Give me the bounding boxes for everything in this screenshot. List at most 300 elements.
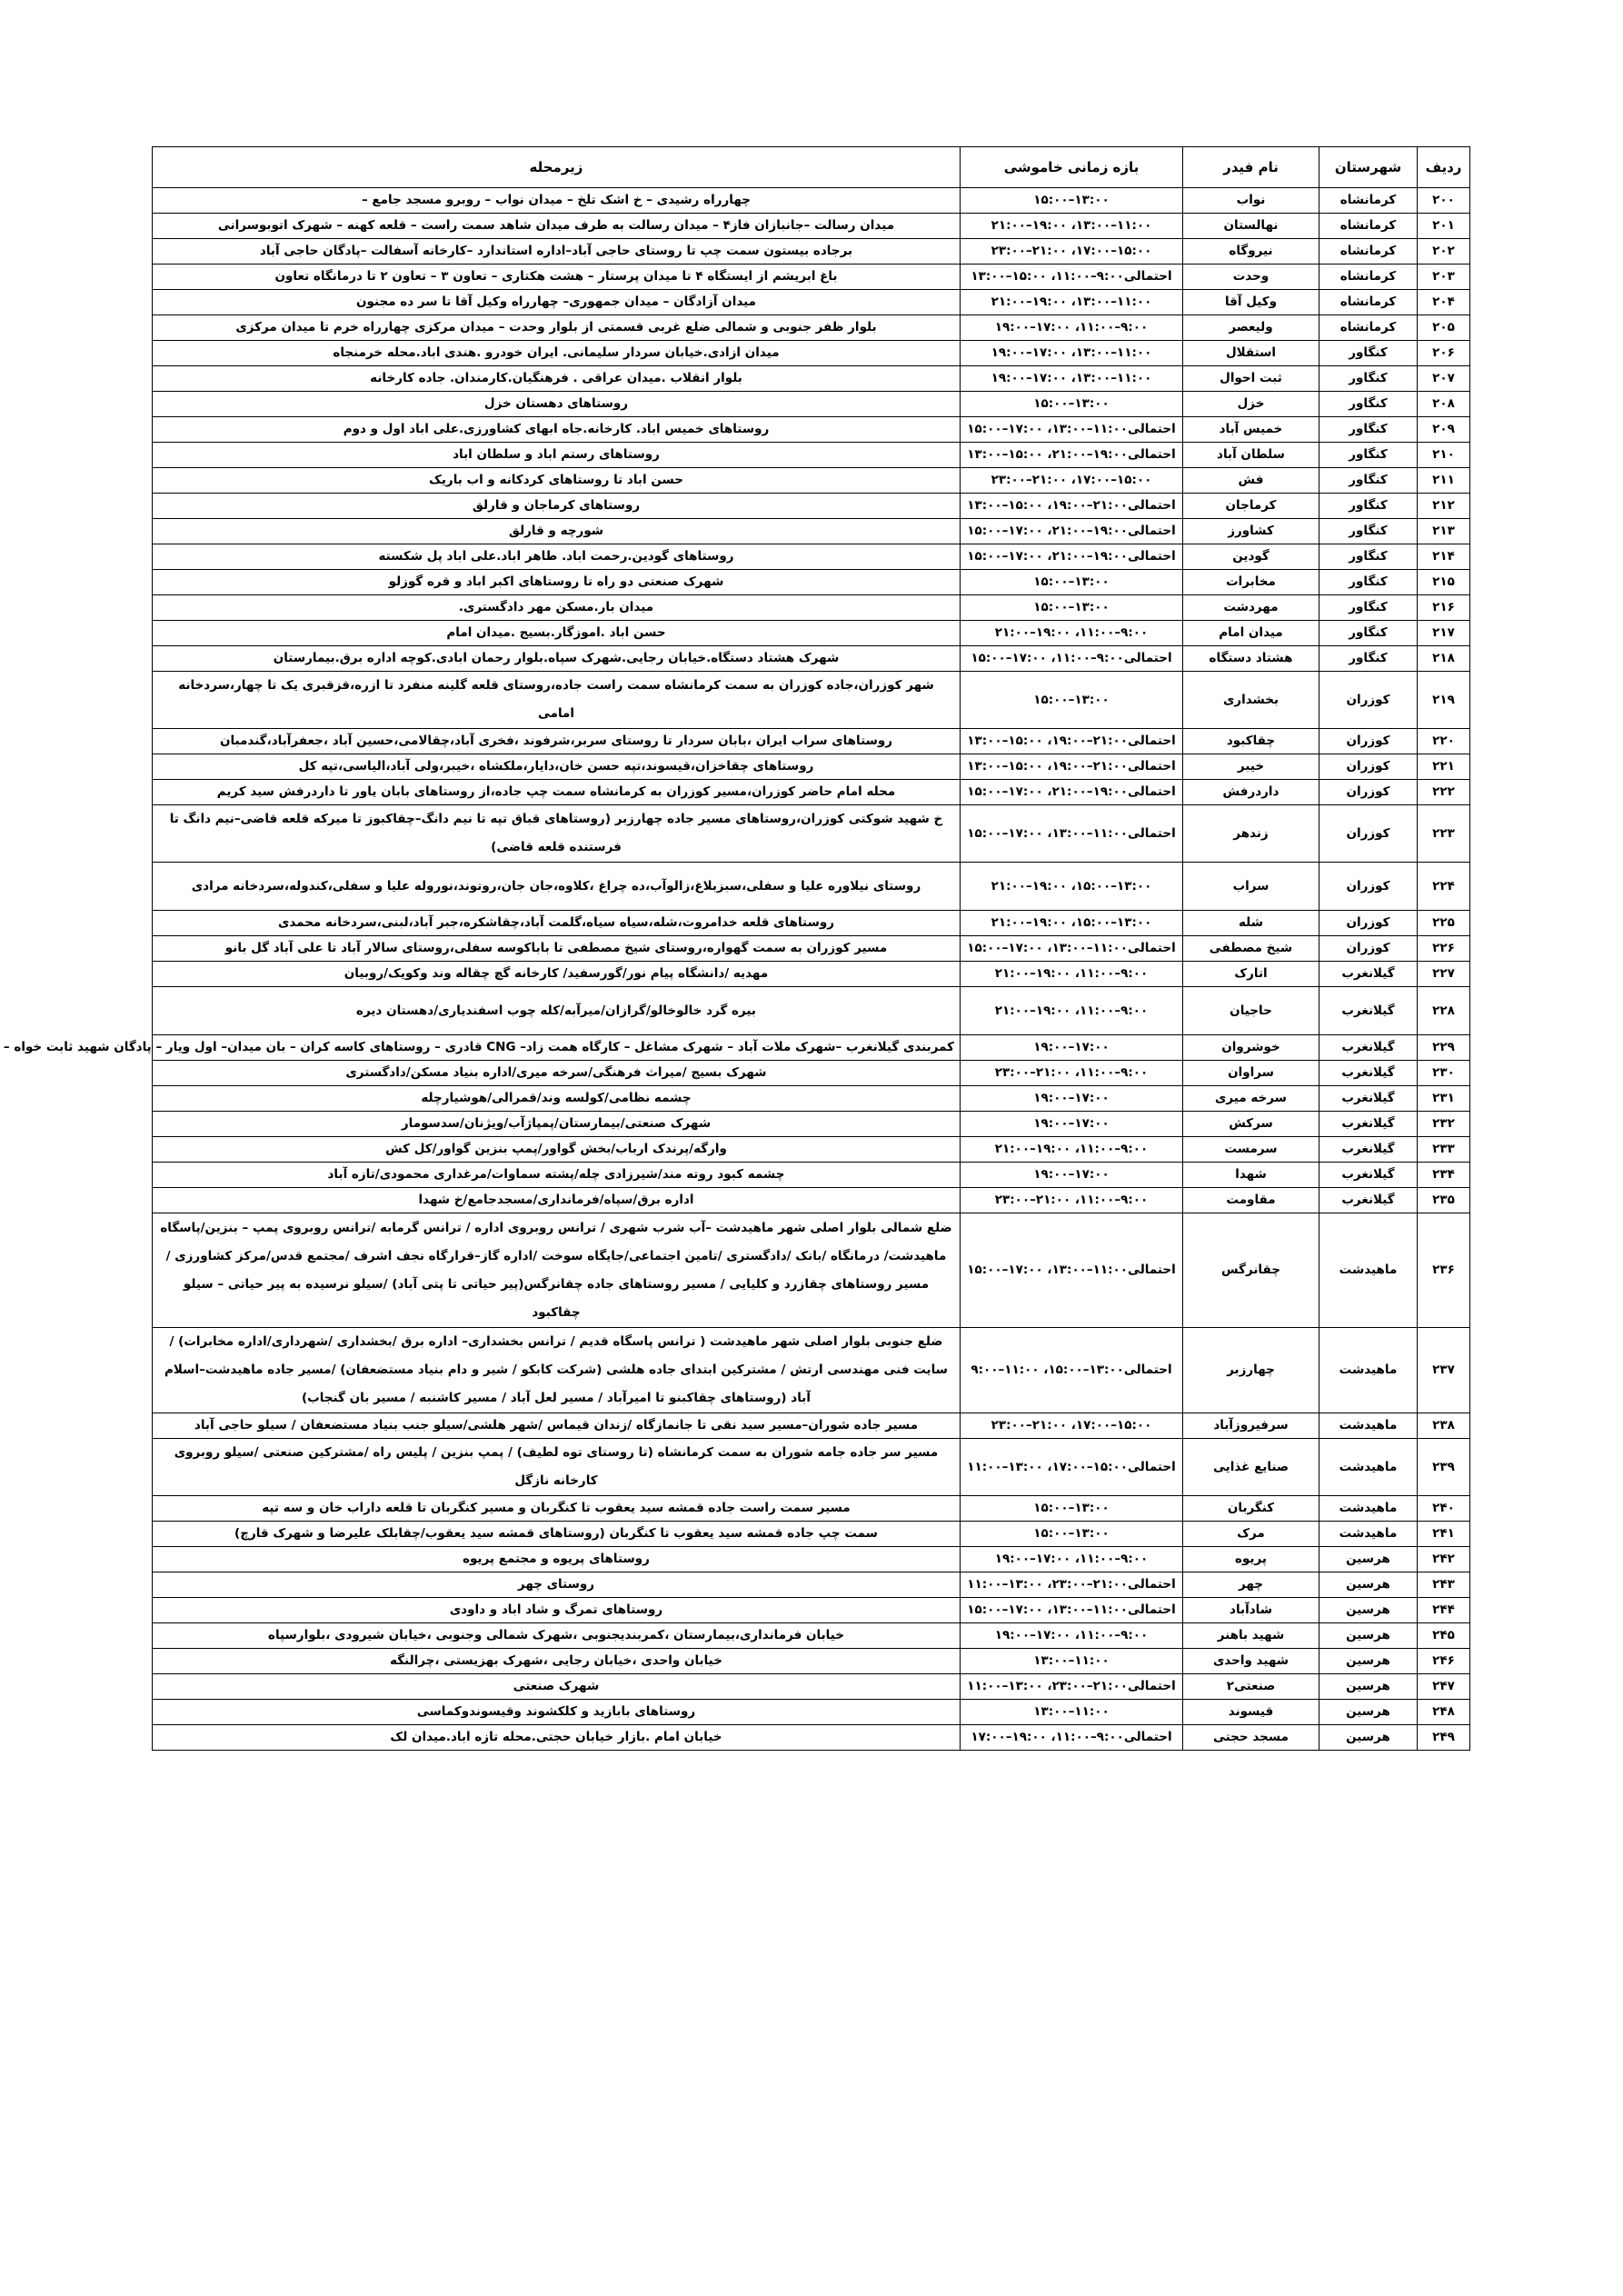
cell-feeder: بخشداری	[1183, 672, 1319, 729]
table-row	[153, 570, 1470, 595]
cell-outage-window: احتمالی۱۱:۰۰–۱۳:۰۰، ۱۷:۰۰–۱۵:۰۰	[961, 936, 1183, 962]
cell-row-number: ۲۳۳	[1418, 1137, 1470, 1163]
cell-area: شهرک هشتاد دستگاه.خیابان رجایی.شهرک سپاه.بلوار رحمان ابادی.کوچه اداره برق.بیمارستان	[153, 646, 961, 672]
table-row	[153, 1496, 1470, 1522]
cell-outage-window: احتمالی۱۱:۰۰–۱۳:۰۰، ۱۷:۰۰–۱۵:۰۰	[961, 805, 1183, 863]
cell-feeder: خزل	[1183, 392, 1319, 417]
outage-table	[3, 146, 1470, 1751]
cell-row-number: ۲۳۱	[1418, 1086, 1470, 1112]
cell-area: روستاهای بابازید و کلکشوند وقیسوندوکماسی	[153, 1700, 961, 1725]
cell-area: روستاهای پریوه و مجتمع پریوه	[153, 1547, 961, 1572]
cell-outage-window: ۹:۰۰–۱۱:۰۰، ۱۹:۰۰–۲۱:۰۰	[961, 962, 1183, 987]
cell-outage-window: ۱۳:۰۰–۱۵:۰۰	[961, 188, 1183, 214]
cell-area: میدان آزادگان – میدان جمهوری– چهارراه وکیل آقا تا سر ده مجنون	[153, 290, 961, 315]
cell-city: گیلانغرب	[1319, 1188, 1418, 1213]
cell-outage-window: احتمالی۹:۰۰–۱۱:۰۰، ۱۹:۰۰–۱۷:۰۰	[961, 1725, 1183, 1751]
cell-city: کوزران	[1319, 672, 1418, 729]
table-row	[153, 646, 1470, 672]
cell-city: کوزران	[1319, 936, 1418, 962]
cell-row-number: ۲۳۵	[1418, 1188, 1470, 1213]
cell-outage-window: احتمالی۱۵:۰۰–۱۷:۰۰، ۱۳:۰۰–۱۱:۰۰	[961, 1439, 1183, 1496]
cell-row-number: ۲۱۱	[1418, 468, 1470, 494]
cell-row-number: ۲۱۲	[1418, 494, 1470, 519]
cell-feeder: ولیعصر	[1183, 315, 1319, 341]
cell-city: کنگاور	[1319, 544, 1418, 570]
cell-feeder: سرخه میری	[1183, 1086, 1319, 1112]
cell-outage-window: ۱۳:۰۰–۱۵:۰۰	[961, 1496, 1183, 1522]
cell-row-number: ۲۰۵	[1418, 315, 1470, 341]
cell-row-number: ۲۲۳	[1418, 805, 1470, 863]
cell-row-number: ۲۰۳	[1418, 265, 1470, 290]
cell-city: کرمانشاه	[1319, 290, 1418, 315]
cell-feeder: شهید واحدی	[1183, 1649, 1319, 1674]
cell-row-number: ۲۳۷	[1418, 1328, 1470, 1413]
cell-row-number: ۲۲۴	[1418, 863, 1470, 911]
header-area: زیرمحله	[153, 147, 961, 188]
cell-row-number: ۲۴۱	[1418, 1522, 1470, 1547]
cell-row-number: ۲۰۰	[1418, 188, 1470, 214]
cell-outage-window: احتمالی۲۱:۰۰–۲۳:۰۰، ۱۳:۰۰–۱۱:۰۰	[961, 1572, 1183, 1598]
cell-outage-window: ۱۳:۰۰–۱۵:۰۰	[961, 672, 1183, 729]
cell-feeder: سرمست	[1183, 1137, 1319, 1163]
cell-feeder: پریوه	[1183, 1547, 1319, 1572]
cell-feeder: شهید باهنر	[1183, 1623, 1319, 1649]
cell-row-number: ۲۰۷	[1418, 366, 1470, 392]
table-header	[153, 147, 1470, 188]
cell-city: کرمانشاه	[1319, 239, 1418, 265]
cell-row-number: ۲۳۶	[1418, 1213, 1470, 1328]
cell-area: باغ ابریشم از ایستگاه ۴ تا میدان پرستار – هشت هکتاری – تعاون ۳ – تعاون ۲ تا درمانگاه تعاون	[153, 265, 961, 290]
cell-outage-window: ۹:۰۰–۱۱:۰۰، ۱۷:۰۰–۱۹:۰۰	[961, 1547, 1183, 1572]
cell-feeder: سرکش	[1183, 1112, 1319, 1137]
cell-city: هرسین	[1319, 1674, 1418, 1700]
cell-outage-window: ۱۳:۰۰–۱۵:۰۰، ۱۹:۰۰–۲۱:۰۰	[961, 863, 1183, 911]
table-row	[153, 1649, 1470, 1674]
table-row	[153, 1413, 1470, 1439]
cell-area: شهر کوزران،جاده کوزران به سمت کرمانشاه سمت راست جاده،روستای قلعه گلینه منفرد تا ازره،قزقبری یک تا چهار،سردخانه امامی	[153, 672, 961, 729]
cell-feeder: مسجد حجتی	[1183, 1725, 1319, 1751]
cell-feeder: چهارزبر	[1183, 1328, 1319, 1413]
cell-feeder: داردرفش	[1183, 780, 1319, 805]
cell-city: کوزران	[1319, 911, 1418, 936]
cell-area: حسن اباد تا روستاهای کردکانه و اب باریک	[153, 468, 961, 494]
cell-outage-window: احتمالی۱۱:۰۰–۱۳:۰۰، ۱۷:۰۰–۱۵:۰۰	[961, 417, 1183, 443]
cell-feeder: سراوان	[1183, 1061, 1319, 1086]
cell-outage-window: احتمالی۱۹:۰۰–۲۱:۰۰، ۱۷:۰۰–۱۵:۰۰	[961, 780, 1183, 805]
cell-city: گیلانغرب	[1319, 1035, 1418, 1061]
cell-area: روستاهای رستم اباد و سلطان اباد	[153, 443, 961, 468]
cell-feeder: خوشروان	[1183, 1035, 1319, 1061]
cell-area: روستای چهر	[153, 1572, 961, 1598]
table-row	[153, 315, 1470, 341]
table-row	[153, 936, 1470, 962]
cell-feeder: فش	[1183, 468, 1319, 494]
cell-feeder: اتارک	[1183, 962, 1319, 987]
cell-city: کنگاور	[1319, 570, 1418, 595]
cell-feeder: نهالستان	[1183, 214, 1319, 239]
cell-outage-window: ۱۵:۰۰–۱۷:۰۰، ۲۱:۰۰–۲۳:۰۰	[961, 239, 1183, 265]
cell-outage-window: ۹:۰۰–۱۱:۰۰، ۲۱:۰۰–۲۳:۰۰	[961, 1061, 1183, 1086]
cell-row-number: ۲۴۲	[1418, 1547, 1470, 1572]
cell-feeder: صنایع غذایی	[1183, 1439, 1319, 1496]
cell-outage-window: ۱۱:۰۰–۱۳:۰۰، ۱۷:۰۰–۱۹:۰۰	[961, 341, 1183, 366]
cell-city: کوزران	[1319, 729, 1418, 754]
cell-outage-window: احتمالی۱۳:۰۰–۱۵:۰۰، ۱۱:۰۰–۹:۰۰	[961, 1328, 1183, 1413]
cell-outage-window: ۱۱:۰۰–۱۳:۰۰، ۱۷:۰۰–۱۹:۰۰	[961, 366, 1183, 392]
cell-city: کنگاور	[1319, 646, 1418, 672]
table-row	[153, 621, 1470, 646]
cell-outage-window: ۱۳:۰۰–۱۵:۰۰	[961, 570, 1183, 595]
cell-feeder: شله	[1183, 911, 1319, 936]
cell-row-number: ۲۴۰	[1418, 1496, 1470, 1522]
table-row	[153, 214, 1470, 239]
table-row	[153, 1112, 1470, 1137]
cell-row-number: ۲۳۸	[1418, 1413, 1470, 1439]
cell-area: وارگه/پرندک ارباب/بخش گواور/پمپ بنزین گواور/کل کش	[153, 1137, 961, 1163]
table-row	[153, 290, 1470, 315]
cell-row-number: ۲۱۹	[1418, 672, 1470, 729]
cell-feeder: گودین	[1183, 544, 1319, 570]
table-row	[153, 595, 1470, 621]
table-row	[153, 1188, 1470, 1213]
table-row	[153, 392, 1470, 417]
cell-area: مهدیه /دانشگاه پیام نور/گورسفید/ کارخانه گچ چقاله وند وکویک/روبیان	[153, 962, 961, 987]
table-row	[153, 1674, 1470, 1700]
cell-area: کمربندی گیلانغرب –شهرک ملات آباد – شهرک مشاغل – کارگاه همت زاد– CNG قادری – روستاهای کاسه کران – بان میدان– اول ویار – پادگان شهید ثابت خواه –	[153, 1035, 961, 1061]
cell-row-number: ۲۱۷	[1418, 621, 1470, 646]
cell-outage-window: ۱۳:۰۰–۱۵:۰۰	[961, 1522, 1183, 1547]
cell-city: کنگاور	[1319, 392, 1418, 417]
table-row	[153, 1061, 1470, 1086]
cell-city: کنگاور	[1319, 417, 1418, 443]
cell-feeder: خمیس آباد	[1183, 417, 1319, 443]
cell-city: کرمانشاه	[1319, 315, 1418, 341]
cell-city: کرمانشاه	[1319, 214, 1418, 239]
cell-area: سمت چپ جاده قمشه سید یعقوب تا کنگربان (روستاهای قمشه سید یعقوب/چقابلک علیرضا و شهرک قارچ)	[153, 1522, 961, 1547]
cell-city: کنگاور	[1319, 366, 1418, 392]
table-row	[153, 1086, 1470, 1112]
cell-area: شهرک صنعتی	[153, 1674, 961, 1700]
cell-city: کوزران	[1319, 863, 1418, 911]
cell-outage-window: احتمالی۱۹:۰۰–۲۱:۰۰، ۱۷:۰۰–۱۵:۰۰	[961, 519, 1183, 544]
cell-city: ماهیدشت	[1319, 1522, 1418, 1547]
cell-feeder: نیروگاه	[1183, 239, 1319, 265]
cell-outage-window: احتمالی۲۱:۰۰–۱۹:۰۰، ۱۵:۰۰–۱۳:۰۰	[961, 754, 1183, 780]
cell-city: گیلانغرب	[1319, 1061, 1418, 1086]
cell-area: محله امام حاضر کوزران،مسیر کوزران به کرمانشاه سمت چپ جاده،از روستاهای بابان یاور تا داردرفش سید کریم	[153, 780, 961, 805]
table-row	[153, 494, 1470, 519]
table-row	[153, 1213, 1470, 1328]
cell-area: روستاهای قلعه خدامروت،شله،سیاه سیاه،گلمت آباد،چقاشکره،جبر آباد،لبنی،سردخانه محمدی	[153, 911, 961, 936]
cell-city: کنگاور	[1319, 519, 1418, 544]
cell-outage-window: احتمالی۲۱:۰۰–۱۹:۰۰، ۱۵:۰۰–۱۳:۰۰	[961, 729, 1183, 754]
cell-area: شهرک بسیج /میراث فرهنگی/سرخه میری/اداره بنیاد مسکن/دادگستری	[153, 1061, 961, 1086]
cell-area: روستای نیلاوره علیا و سفلی،سبزبلاغ،زالوآب،ده چراغ ،کلاوه،جان جان،روتوند،نوروله علیا و سفلی،کندوله،سردخانه مرادی	[153, 863, 961, 911]
cell-outage-window: ۹:۰۰–۱۱:۰۰، ۱۹:۰۰–۲۱:۰۰	[961, 1137, 1183, 1163]
header-feeder: نام فیدر	[1183, 147, 1319, 188]
cell-area: مسیر سر جاده جامه شوران به سمت کرمانشاه (تا روستای توه لطیف) / پمپ بنزین / پلیس راه /مشترکین صنعتی /سیلو روبروی کارخانه نازگل	[153, 1439, 961, 1496]
cell-feeder: هشتاد دستگاه	[1183, 646, 1319, 672]
cell-outage-window: ۱۱:۰۰–۱۳:۰۰، ۱۹:۰۰–۲۱:۰۰	[961, 214, 1183, 239]
cell-feeder: نواب	[1183, 188, 1319, 214]
cell-feeder: خیبر	[1183, 754, 1319, 780]
cell-feeder: وحدت	[1183, 265, 1319, 290]
cell-city: کرمانشاه	[1319, 265, 1418, 290]
cell-city: ماهیدشت	[1319, 1328, 1418, 1413]
cell-city: گیلانغرب	[1319, 962, 1418, 987]
cell-feeder: چقاکبود	[1183, 729, 1319, 754]
cell-row-number: ۲۳۴	[1418, 1163, 1470, 1188]
table-row	[153, 987, 1470, 1035]
cell-city: هرسین	[1319, 1623, 1418, 1649]
cell-city: گیلانغرب	[1319, 987, 1418, 1035]
cell-area: روستاهای گودین.رحمت اباد. طاهر اباد.علی اباد پل شکسته	[153, 544, 961, 570]
cell-feeder: مهردشت	[1183, 595, 1319, 621]
cell-outage-window: ۱۵:۰۰–۱۷:۰۰، ۲۱:۰۰–۲۳:۰۰	[961, 468, 1183, 494]
cell-row-number: ۲۴۳	[1418, 1572, 1470, 1598]
cell-area: مسیر کوزران به سمت گهواره،روستای شیخ مصطفی تا باباکوسه سفلی،روستای سالار آباد تا علی آباد گل بانو	[153, 936, 961, 962]
cell-outage-window: ۹:۰۰–۱۱:۰۰، ۱۹:۰۰–۲۱:۰۰	[961, 621, 1183, 646]
cell-feeder: سراب	[1183, 863, 1319, 911]
cell-area: میدان رسالت –جانبازان فاز۴ – میدان رسالت به طرف میدان شاهد سمت راست – قلعه کهنه – شهرک اتوبوسرانی	[153, 214, 961, 239]
cell-city: کنگاور	[1319, 494, 1418, 519]
table-row	[153, 863, 1470, 911]
cell-row-number: ۲۱۵	[1418, 570, 1470, 595]
cell-area: بیره گرد خالوخالو/گرازان/میرآبه/کله چوب اسفندیاری/دهستان دیره	[153, 987, 961, 1035]
cell-city: کوزران	[1319, 754, 1418, 780]
cell-row-number: ۲۳۹	[1418, 1439, 1470, 1496]
cell-area: روستاهای سراب ایران ،بابان سردار تا روستای سربر،شرفوند ،فخری آباد،چقالامی،حسین آباد ،جعفرآباد،گندمبان	[153, 729, 961, 754]
cell-row-number: ۲۲۵	[1418, 911, 1470, 936]
cell-feeder: صنعتی۲	[1183, 1674, 1319, 1700]
cell-feeder: مقاومت	[1183, 1188, 1319, 1213]
table-row	[153, 1163, 1470, 1188]
cell-area: خیابان امام .بازار خیابان حجتی.محله تازه اباد.میدان لک	[153, 1725, 961, 1751]
cell-area: برجاده بیستون سمت چپ تا روستای حاجی آباد–اداره استاندارد –کارخانه آسفالت –پادگان حاجی آباد	[153, 239, 961, 265]
table-row	[153, 672, 1470, 729]
table-row	[153, 1522, 1470, 1547]
cell-row-number: ۲۲۸	[1418, 987, 1470, 1035]
outage-schedule-sheet	[3, 146, 1470, 1751]
cell-outage-window: ۱۵:۰۰–۱۷:۰۰، ۲۱:۰۰–۲۳:۰۰	[961, 1413, 1183, 1439]
cell-outage-window: ۱۷:۰۰–۱۹:۰۰	[961, 1163, 1183, 1188]
cell-city: کوزران	[1319, 805, 1418, 863]
cell-row-number: ۲۴۸	[1418, 1700, 1470, 1725]
cell-city: هرسین	[1319, 1725, 1418, 1751]
cell-row-number: ۲۱۸	[1418, 646, 1470, 672]
table-row	[153, 754, 1470, 780]
cell-area: بلوار ظفر جنوبی و شمالی ضلع غربی قسمتی از بلوار وحدت – میدان مرکزی چهارراه خرم تا میدان مرکزی	[153, 315, 961, 341]
cell-city: ماهیدشت	[1319, 1439, 1418, 1496]
cell-area: خیابان فرمانداری،بیمارستان ،کمربندیجنوبی ،شهرک شمالی وجنوبی ،خیابان شیرودی ،بلوارسپاه	[153, 1623, 961, 1649]
header-row-number: ردیف	[1418, 147, 1470, 188]
cell-feeder: چقانرگس	[1183, 1213, 1319, 1328]
table-row	[153, 544, 1470, 570]
cell-row-number: ۲۱۴	[1418, 544, 1470, 570]
cell-city: کنگاور	[1319, 595, 1418, 621]
cell-feeder: شهدا	[1183, 1163, 1319, 1188]
cell-city: کنگاور	[1319, 341, 1418, 366]
cell-row-number: ۲۰۲	[1418, 239, 1470, 265]
cell-feeder: شیخ مصطفی	[1183, 936, 1319, 962]
cell-outage-window: احتمالی۹:۰۰–۱۱:۰۰، ۱۵:۰۰–۱۳:۰۰	[961, 265, 1183, 290]
cell-outage-window: ۹:۰۰–۱۱:۰۰، ۱۹:۰۰–۲۱:۰۰	[961, 987, 1183, 1035]
table-row	[153, 366, 1470, 392]
cell-feeder: میدان امام	[1183, 621, 1319, 646]
table-row	[153, 188, 1470, 214]
table-row	[153, 519, 1470, 544]
cell-city: هرسین	[1319, 1649, 1418, 1674]
table-row	[153, 417, 1470, 443]
cell-city: گیلانغرب	[1319, 1112, 1418, 1137]
cell-row-number: ۲۴۵	[1418, 1623, 1470, 1649]
cell-outage-window: ۱۷:۰۰–۱۹:۰۰	[961, 1112, 1183, 1137]
cell-row-number: ۲۴۶	[1418, 1649, 1470, 1674]
cell-area: اداره برق/سپاه/فرمانداری/مسجدجامع/خ شهدا	[153, 1188, 961, 1213]
cell-area: چشمه نظامی/کولسه وند/قمرالی/هوشیارچله	[153, 1086, 961, 1112]
cell-city: هرسین	[1319, 1700, 1418, 1725]
cell-city: گیلانغرب	[1319, 1086, 1418, 1112]
cell-row-number: ۲۱۰	[1418, 443, 1470, 468]
table-row	[153, 805, 1470, 863]
header-row	[153, 147, 1470, 188]
cell-outage-window: احتمالی۲۱:۰۰–۲۳:۰۰، ۱۳:۰۰–۱۱:۰۰	[961, 1674, 1183, 1700]
cell-city: کنگاور	[1319, 621, 1418, 646]
cell-city: کوزران	[1319, 780, 1418, 805]
cell-area: روستاهای چقاخزان،قیسوند،تپه حسن خان،دایار،ملکشاه ،خیبر،ولی آباد،الیاسی،تپه کل	[153, 754, 961, 780]
cell-area: روستاهای خمیس اباد. کارخانه.جاه ابهای کشاورزی.علی اباد اول و دوم	[153, 417, 961, 443]
table-row	[153, 1137, 1470, 1163]
cell-feeder: مرک	[1183, 1522, 1319, 1547]
cell-area: شورچه و قارلق	[153, 519, 961, 544]
cell-feeder: سرفیروزآباد	[1183, 1413, 1319, 1439]
table-row	[153, 265, 1470, 290]
cell-feeder: کرماجان	[1183, 494, 1319, 519]
cell-area: روستاهای دهستان خزل	[153, 392, 961, 417]
cell-city: گیلانغرب	[1319, 1137, 1418, 1163]
cell-row-number: ۲۰۸	[1418, 392, 1470, 417]
table-row	[153, 1700, 1470, 1725]
cell-outage-window: ۱۳:۰۰–۱۵:۰۰، ۱۹:۰۰–۲۱:۰۰	[961, 911, 1183, 936]
cell-outage-window: ۱۱:۰۰–۱۳:۰۰، ۱۹:۰۰–۲۱:۰۰	[961, 290, 1183, 315]
cell-area: مسیر سمت راست جاده قمشه سید یعقوب تا کنگربان و مسیر کنگربان تا قلعه داراب خان و سه تپه	[153, 1496, 961, 1522]
cell-row-number: ۲۲۰	[1418, 729, 1470, 754]
table-row	[153, 468, 1470, 494]
cell-feeder: قیسوند	[1183, 1700, 1319, 1725]
cell-city: کنگاور	[1319, 468, 1418, 494]
header-outage-window: بازه زمانی خاموشی	[961, 147, 1183, 188]
cell-city: هرسین	[1319, 1598, 1418, 1623]
cell-area: میدان ازادی.خیابان سردار سلیمانی. ایران خودرو .هندی اباد.محله خرمنجاه	[153, 341, 961, 366]
table-row	[153, 239, 1470, 265]
cell-area: حسن اباد .اموزگار.بسیج .میدان امام	[153, 621, 961, 646]
table-row	[153, 1547, 1470, 1572]
cell-row-number: ۲۲۹	[1418, 1035, 1470, 1061]
header-city: شهرستان	[1319, 147, 1418, 188]
cell-feeder: کنگربان	[1183, 1496, 1319, 1522]
cell-row-number: ۲۰۶	[1418, 341, 1470, 366]
cell-outage-window: احتمالی۱۱:۰۰–۱۳:۰۰، ۱۷:۰۰–۱۵:۰۰	[961, 1213, 1183, 1328]
cell-area: چهارراه رشیدی – خ اشک تلخ – میدان نواب – روبرو مسجد جامع –	[153, 188, 961, 214]
cell-feeder: ثبت احوال	[1183, 366, 1319, 392]
cell-row-number: ۲۱۳	[1418, 519, 1470, 544]
cell-row-number: ۲۳۰	[1418, 1061, 1470, 1086]
cell-outage-window: احتمالی۱۹:۰۰–۲۱:۰۰، ۱۵:۰۰–۱۳:۰۰	[961, 443, 1183, 468]
table-row	[153, 1725, 1470, 1751]
cell-area: میدان بار.مسکن مهر دادگستری.	[153, 595, 961, 621]
cell-outage-window: احتمالی۱۱:۰۰–۱۳:۰۰، ۱۷:۰۰–۱۵:۰۰	[961, 1598, 1183, 1623]
cell-city: کرمانشاه	[1319, 188, 1418, 214]
table-row	[153, 1328, 1470, 1413]
cell-outage-window: ۱۷:۰۰–۱۹:۰۰	[961, 1086, 1183, 1112]
cell-row-number: ۲۱۶	[1418, 595, 1470, 621]
cell-outage-window: ۱۱:۰۰–۱۳:۰۰	[961, 1649, 1183, 1674]
cell-outage-window: احتمالی۲۱:۰۰–۱۹:۰۰، ۱۵:۰۰–۱۳:۰۰	[961, 494, 1183, 519]
cell-city: کنگاور	[1319, 443, 1418, 468]
cell-row-number: ۲۴۷	[1418, 1674, 1470, 1700]
cell-row-number: ۲۴۴	[1418, 1598, 1470, 1623]
cell-city: ماهیدشت	[1319, 1413, 1418, 1439]
cell-row-number: ۲۲۶	[1418, 936, 1470, 962]
cell-city: ماهیدشت	[1319, 1213, 1418, 1328]
table-row	[153, 911, 1470, 936]
table-row	[153, 1035, 1470, 1061]
cell-area: خ شهید شوکتی کوزران،روستاهای مسیر جاده چهارزبر (روستاهای قباق تپه تا نیم دانگ–چقاکبوز تا میرکه قلعه قاضی–نیم دانگ تا فرستنده قلعه قاضی)	[153, 805, 961, 863]
cell-area: ضلع جنوبی بلوار اصلی شهر ماهیدشت ( ترانس پاسگاه قدیم / ترانس بخشداری– اداره برق /بخشداری /شهرداری/اداره مخابرات) /سایت فنی مهندسی ارتش / مشترکین ابتدای جاده هلشی (شرکت کابکو / شیر و دام بنیاد مستضعفان) /مسیر جاده ماهیدشت–اسلام آباد (روستاهای چقاکبنو تا امیرآباد / مسیر لعل آباد / مسیر کاشنبه / مسیر بان گنجاب)	[153, 1328, 961, 1413]
cell-row-number: ۲۲۲	[1418, 780, 1470, 805]
cell-feeder: مخابرات	[1183, 570, 1319, 595]
table-row	[153, 962, 1470, 987]
cell-feeder: کشاورز	[1183, 519, 1319, 544]
cell-feeder: استقلال	[1183, 341, 1319, 366]
cell-area: مسیر جاده شوران–مسیر سید نقی تا جانمازگاه /زندان قیماس /شهر هلشی/سیلو جنب بنیاد مستضعفان / سیلو حاجی آباد	[153, 1413, 961, 1439]
cell-city: گیلانغرب	[1319, 1163, 1418, 1188]
cell-area: روستاهای کرماجان و قارلق	[153, 494, 961, 519]
table-row	[153, 780, 1470, 805]
cell-area: شهرک صنعتی/بیمارستان/پمپاژآب/ویژنان/سدسومار	[153, 1112, 961, 1137]
cell-outage-window: ۹:۰۰–۱۱:۰۰، ۱۷:۰۰–۱۹:۰۰	[961, 315, 1183, 341]
cell-row-number: ۲۰۹	[1418, 417, 1470, 443]
cell-feeder: شادآباد	[1183, 1598, 1319, 1623]
cell-row-number: ۲۳۲	[1418, 1112, 1470, 1137]
cell-city: هرسین	[1319, 1572, 1418, 1598]
table-row	[153, 1623, 1470, 1649]
cell-feeder: زندهر	[1183, 805, 1319, 863]
cell-outage-window: ۱۳:۰۰–۱۵:۰۰	[961, 392, 1183, 417]
cell-outage-window: ۱۳:۰۰–۱۵:۰۰	[961, 595, 1183, 621]
cell-feeder: وکیل آقا	[1183, 290, 1319, 315]
cell-outage-window: ۹:۰۰–۱۱:۰۰، ۱۷:۰۰–۱۹:۰۰	[961, 1623, 1183, 1649]
cell-area: خیابان واحدی ،خیابان رجایی ،شهرک بهزیستی ،چرالنگه	[153, 1649, 961, 1674]
cell-area: روستاهای تمرگ و شاد اباد و داودی	[153, 1598, 961, 1623]
cell-row-number: ۲۰۴	[1418, 290, 1470, 315]
cell-row-number: ۲۴۹	[1418, 1725, 1470, 1751]
cell-city: ماهیدشت	[1319, 1496, 1418, 1522]
cell-row-number: ۲۰۱	[1418, 214, 1470, 239]
cell-outage-window: ۱۷:۰۰–۱۹:۰۰	[961, 1035, 1183, 1061]
cell-feeder: سلطان آباد	[1183, 443, 1319, 468]
cell-area: چشمه کبود روته مند/شیرزادی چله/پشته سماوات/مرغداری محمودی/تازه آباد	[153, 1163, 961, 1188]
table-row	[153, 1439, 1470, 1496]
table-row	[153, 1572, 1470, 1598]
cell-row-number: ۲۲۷	[1418, 962, 1470, 987]
cell-city: هرسین	[1319, 1547, 1418, 1572]
table-row	[153, 729, 1470, 754]
cell-area: ضلع شمالی بلوار اصلی شهر ماهیدشت –آب شرب شهری / ترانس روبروی اداره / ترانس گرمابه /ترانس روبروی پمپ – بنزین/پاسگاه ماهیدشت/ درمانگاه /بانک /دادگستری /تامین اجتماعی/جایگاه سوخت /اداره گاز–قرارگاه نجف اشرف /مجتمع قدس/مرکز کشاورزی /مسیر روستاهای چقازرد و کلیایی / مسیر روستاهای جاده چقانرگس(پیر حیاتی تا پتی آباد) /سیلو نرسیده به پیر حیاتی – سیلو چقاکبود	[153, 1213, 961, 1328]
table-body	[3, 188, 1470, 1751]
table-row	[153, 341, 1470, 366]
table-row	[153, 443, 1470, 468]
